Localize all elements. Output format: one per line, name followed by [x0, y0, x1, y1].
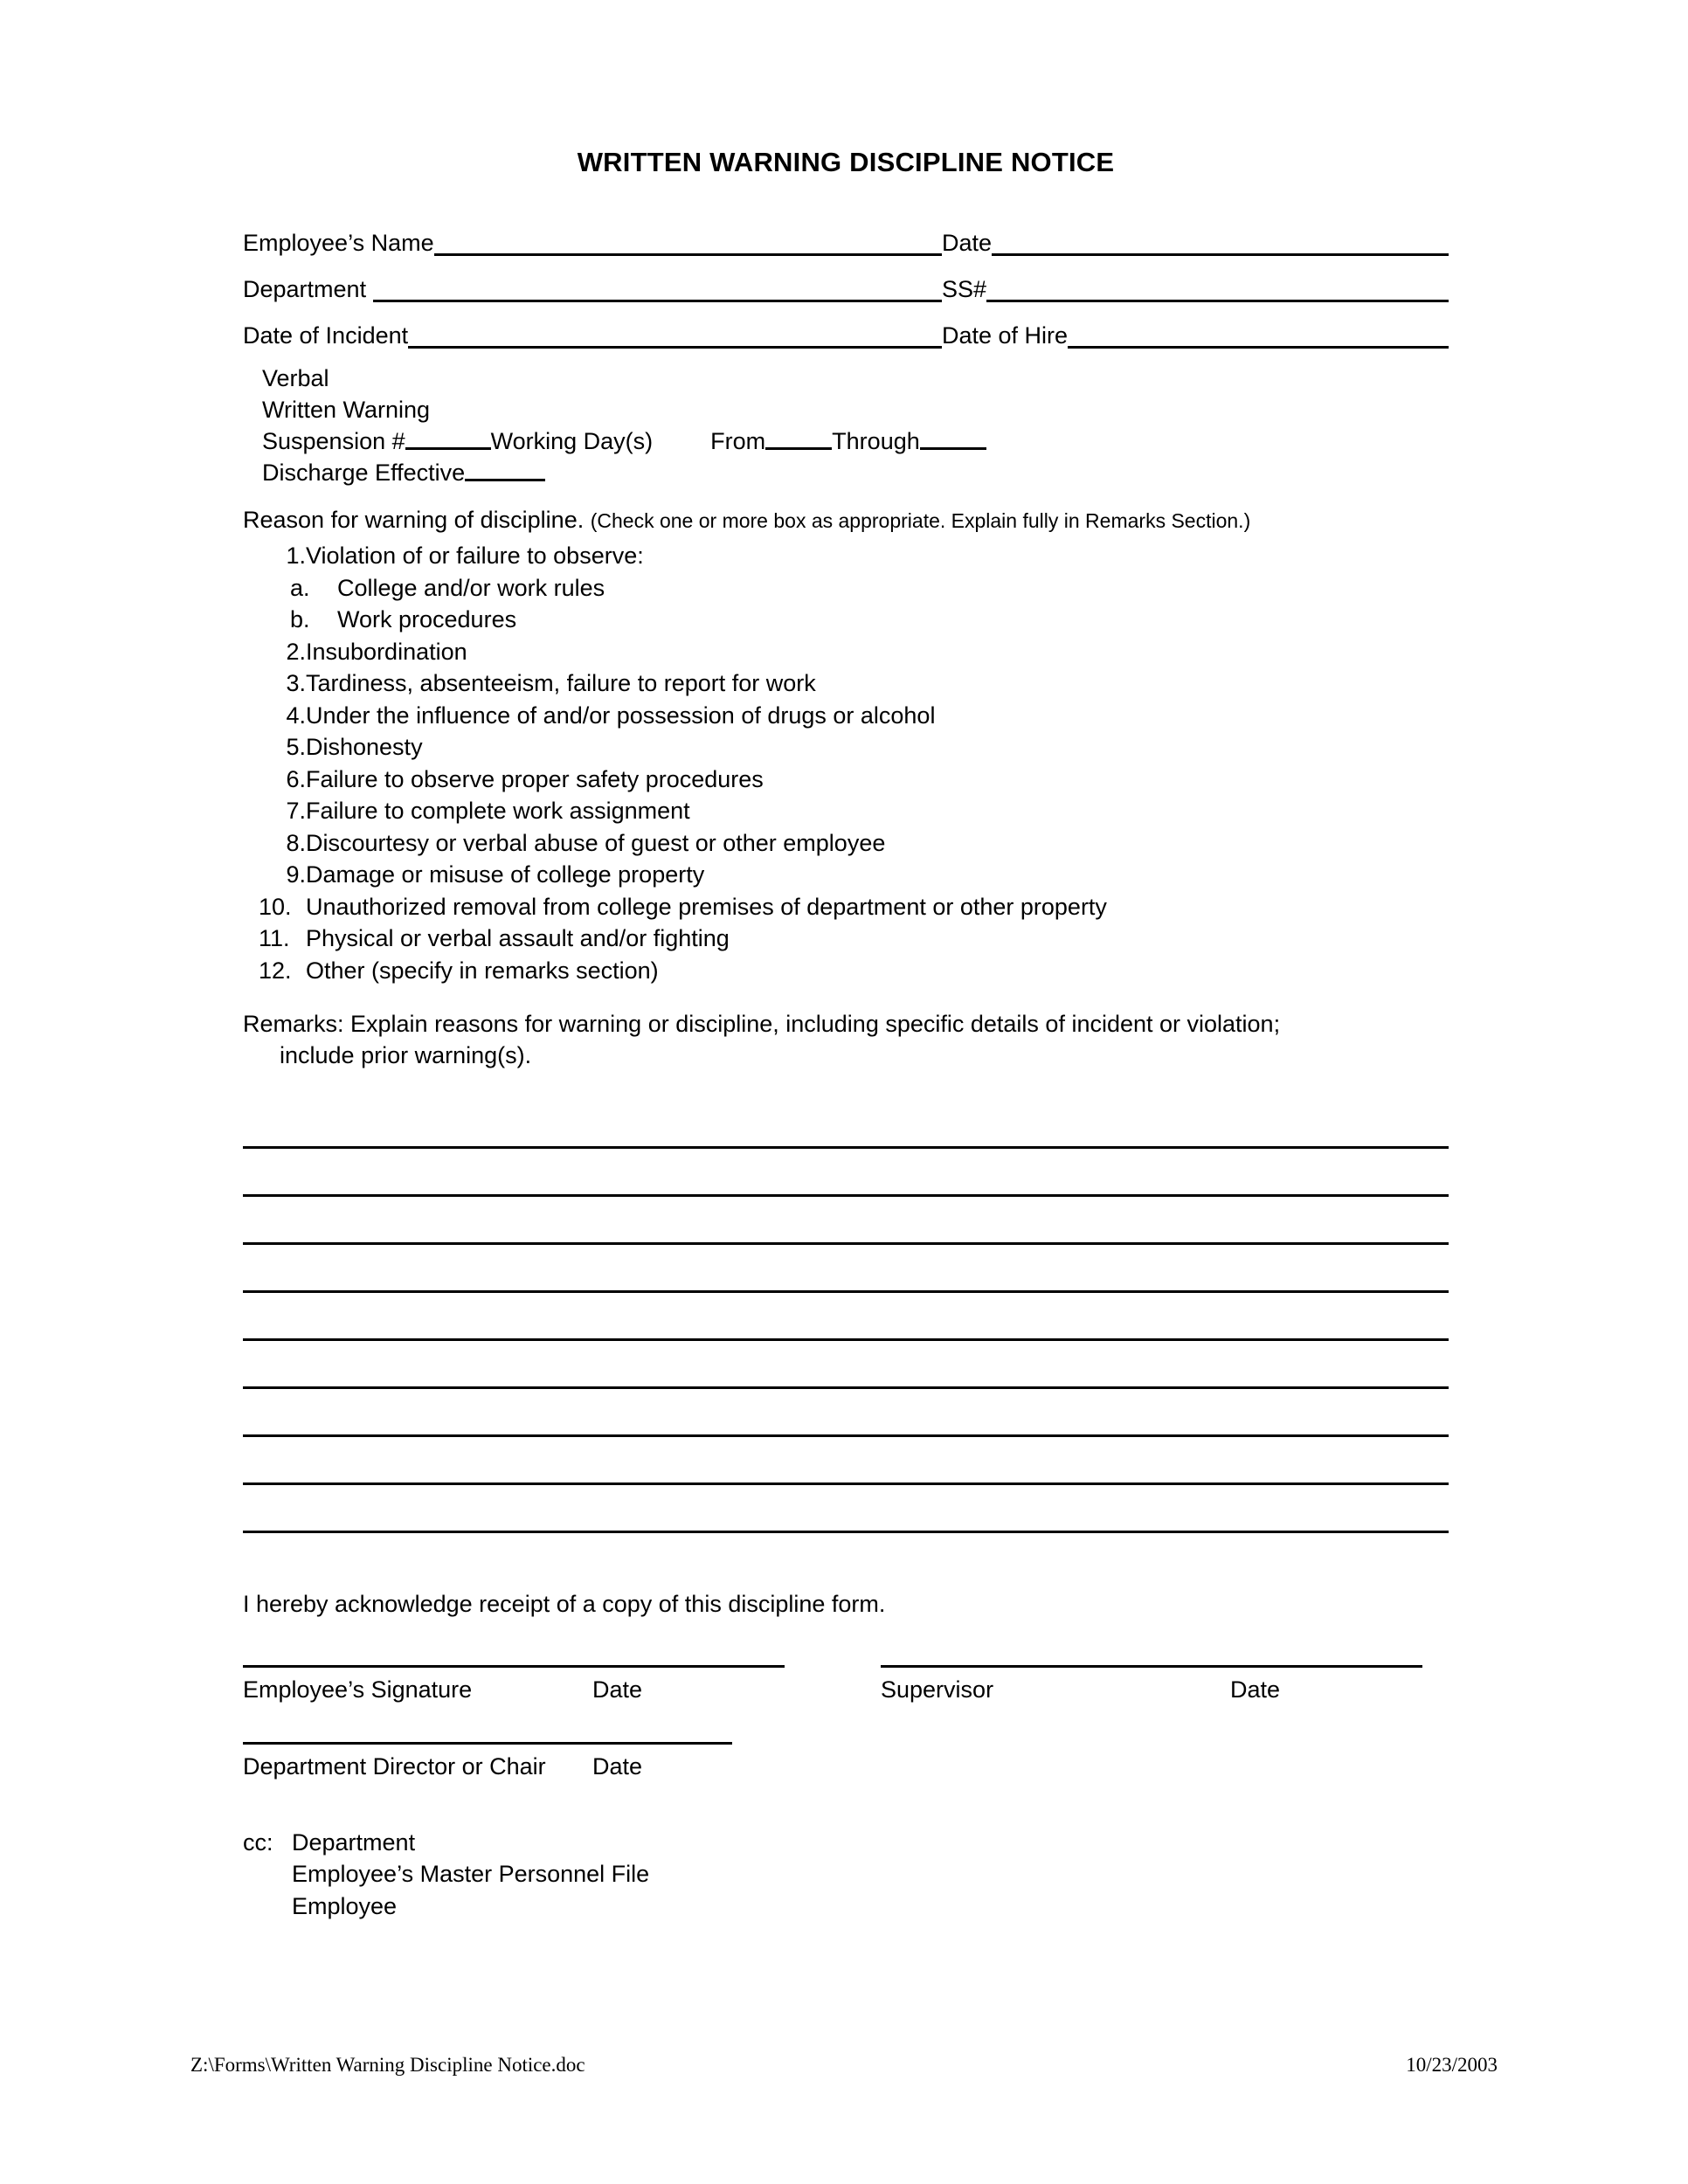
- list-subitem[interactable]: [243, 600, 1449, 632]
- field-date-of-hire[interactable]: [942, 321, 1449, 350]
- director-signature-caption: [243, 1755, 785, 1779]
- from-label: From: [710, 427, 766, 454]
- sublist-marker: b.: [290, 606, 310, 633]
- supervisor-label: Supervisor: [881, 1676, 994, 1704]
- list-text: Physical or verbal assault and/or fighting: [306, 925, 730, 952]
- cc-distribution-list: [243, 1822, 1449, 1918]
- reason-heading-note: (Check one or more box as appropriate. Explain fully in Remarks Section.): [590, 508, 1251, 532]
- list-text: Insubordination: [306, 638, 467, 665]
- list-marker: 1.: [286, 543, 306, 570]
- sublist-marker: a.: [290, 574, 310, 601]
- reason-heading-main: Reason for warning of discipline.: [243, 506, 591, 533]
- discharge-date-rule[interactable]: [465, 479, 545, 481]
- list-item[interactable]: [243, 919, 1449, 951]
- list-marker: 8.: [286, 829, 306, 856]
- signature-row-primary: [243, 1665, 1449, 1702]
- director-date-label: Date: [592, 1753, 643, 1780]
- field-row-department-ss: [243, 258, 1449, 304]
- supervisor-signature-caption: [881, 1678, 1422, 1702]
- cc-line: [243, 1855, 1449, 1887]
- list-item[interactable]: [243, 887, 1449, 919]
- list-subitem[interactable]: [243, 568, 1449, 600]
- director-label: Department Director or Chair: [243, 1753, 546, 1780]
- list-text: Discourtesy or verbal abuse of guest or other employee: [306, 829, 886, 856]
- sublist-text: College and/or work rules: [337, 574, 605, 601]
- list-item[interactable]: [243, 664, 1449, 696]
- list-marker: 2.: [286, 638, 306, 665]
- list-text: Unauthorized removal from college premises of department or other property: [306, 893, 1107, 920]
- field-row-name-date: [243, 211, 1449, 258]
- list-marker: 9.: [286, 861, 306, 888]
- employee-name-rule[interactable]: [434, 253, 942, 256]
- list-marker: 10.: [259, 893, 292, 920]
- remarks-blank-line[interactable]: [243, 1341, 1449, 1389]
- department-label: Department: [243, 275, 373, 302]
- remarks-line-1: Remarks: Explain reasons for warning or discipline, including specific details of incident or violation;: [243, 1010, 1281, 1037]
- reason-heading: [243, 508, 1449, 532]
- employee-name-label: Employee’s Name: [243, 229, 434, 256]
- remarks-blank-line[interactable]: [243, 1101, 1449, 1149]
- cc-item: Department: [292, 1828, 416, 1856]
- page-title: WRITTEN WARNING DISCIPLINE NOTICE: [577, 147, 1115, 177]
- field-ss-number[interactable]: [942, 275, 1449, 304]
- remarks-write-area[interactable]: [243, 1101, 1449, 1533]
- date-label: Date: [942, 229, 993, 256]
- list-item[interactable]: [243, 791, 1449, 824]
- list-item[interactable]: [243, 823, 1449, 855]
- list-text: Under the influence of and/or possession of drugs or alcohol: [306, 702, 936, 729]
- list-text: Dishonesty: [306, 734, 423, 761]
- employee-signature-rule[interactable]: [243, 1665, 785, 1668]
- written-warning-label: Written Warning: [262, 396, 431, 423]
- list-marker: 4.: [286, 702, 306, 729]
- action-written-warning[interactable]: [262, 390, 1449, 422]
- field-employee-name[interactable]: [243, 229, 942, 258]
- field-date[interactable]: [942, 229, 1449, 258]
- date-of-hire-rule[interactable]: [1068, 346, 1449, 349]
- field-department[interactable]: [243, 275, 942, 304]
- remarks-instructions: [243, 1009, 1449, 1071]
- working-days-label: Working Day(s): [490, 427, 654, 454]
- date-of-hire-label: Date of Hire: [942, 321, 1069, 349]
- ss-rule[interactable]: [986, 300, 1449, 302]
- list-item[interactable]: [243, 536, 1449, 569]
- field-date-of-incident[interactable]: [243, 321, 942, 350]
- director-signature-rule[interactable]: [243, 1742, 732, 1745]
- cc-item: Employee’s Master Personnel File: [292, 1861, 650, 1888]
- list-text: Damage or misuse of college property: [306, 861, 705, 888]
- through-label: Through: [832, 427, 920, 454]
- signature-block-employee: [243, 1665, 785, 1702]
- list-text: Violation of or failure to observe:: [306, 543, 644, 570]
- signature-gap: [785, 1665, 881, 1702]
- remarks-line-2: include prior warning(s).: [280, 1041, 532, 1068]
- date-of-incident-rule[interactable]: [408, 346, 942, 349]
- action-discharge[interactable]: [262, 453, 1449, 485]
- suspension-days-rule[interactable]: [405, 447, 491, 450]
- signature-block-director: [243, 1742, 785, 1779]
- sublist-text: Work procedures: [337, 606, 517, 633]
- cc-line: [243, 1822, 1449, 1855]
- list-item[interactable]: [243, 632, 1449, 664]
- remarks-blank-line[interactable]: [243, 1197, 1449, 1245]
- list-text: Other (specify in remarks section): [306, 957, 659, 984]
- signature-row-director: [243, 1742, 1449, 1779]
- action-verbal[interactable]: [262, 359, 1449, 390]
- discharge-effective-label: Discharge Effective: [262, 459, 466, 486]
- department-rule[interactable]: [373, 300, 942, 302]
- date-rule[interactable]: [992, 253, 1449, 256]
- signature-block-supervisor: [881, 1665, 1422, 1702]
- suspension-label: Suspension #: [262, 427, 405, 454]
- through-rule[interactable]: [920, 447, 986, 450]
- employee-date-label: Date: [592, 1676, 643, 1704]
- cc-line: [243, 1886, 1449, 1918]
- employee-signature-caption: [243, 1678, 785, 1702]
- page-footer: [190, 2055, 1498, 2075]
- remarks-blank-line[interactable]: [243, 1149, 1449, 1197]
- action-suspension[interactable]: [262, 422, 1449, 453]
- supervisor-signature-rule[interactable]: [881, 1665, 1422, 1668]
- list-item[interactable]: [243, 695, 1449, 728]
- action-type-block: [262, 359, 1449, 485]
- remarks-blank-line[interactable]: [243, 1437, 1449, 1485]
- list-marker: 11.: [259, 925, 290, 952]
- list-text: Failure to observe proper safety procedures: [306, 765, 764, 792]
- list-marker: 12.: [259, 957, 292, 984]
- list-marker: 7.: [286, 798, 306, 825]
- list-item[interactable]: [243, 855, 1449, 888]
- footer-date: 10/23/2003: [1406, 2054, 1498, 2076]
- list-item[interactable]: [243, 759, 1449, 791]
- remarks-blank-line[interactable]: [243, 1485, 1449, 1533]
- list-text: Tardiness, absenteeism, failure to report for work: [306, 670, 816, 697]
- list-marker: 5.: [286, 734, 306, 761]
- supervisor-date-label: Date: [1230, 1676, 1281, 1704]
- employee-signature-label: Employee’s Signature: [243, 1676, 473, 1704]
- remarks-blank-line[interactable]: [243, 1245, 1449, 1293]
- cc-label: cc:: [243, 1828, 273, 1856]
- list-marker: 3.: [286, 670, 306, 697]
- field-row-incident-hire: [243, 304, 1449, 350]
- ss-label: SS#: [942, 275, 987, 302]
- reason-list: [243, 536, 1449, 983]
- acknowledgement-text: I hereby acknowledge receipt of a copy of this discipline form.: [243, 1591, 886, 1618]
- list-marker: 6.: [286, 765, 306, 792]
- verbal-label: Verbal: [262, 364, 329, 391]
- header-fields: [243, 211, 1449, 350]
- cc-item: Employee: [292, 1892, 398, 1919]
- document-content: [243, 147, 1449, 1918]
- footer-file-path: Z:\Forms\Written Warning Discipline Notice.doc: [190, 2054, 585, 2076]
- remarks-blank-line[interactable]: [243, 1389, 1449, 1437]
- list-item[interactable]: [243, 728, 1449, 760]
- remarks-blank-line[interactable]: [243, 1293, 1449, 1341]
- list-item[interactable]: [243, 950, 1449, 983]
- date-of-incident-label: Date of Incident: [243, 321, 409, 349]
- list-text: Failure to complete work assignment: [306, 798, 690, 825]
- from-rule[interactable]: [765, 447, 832, 450]
